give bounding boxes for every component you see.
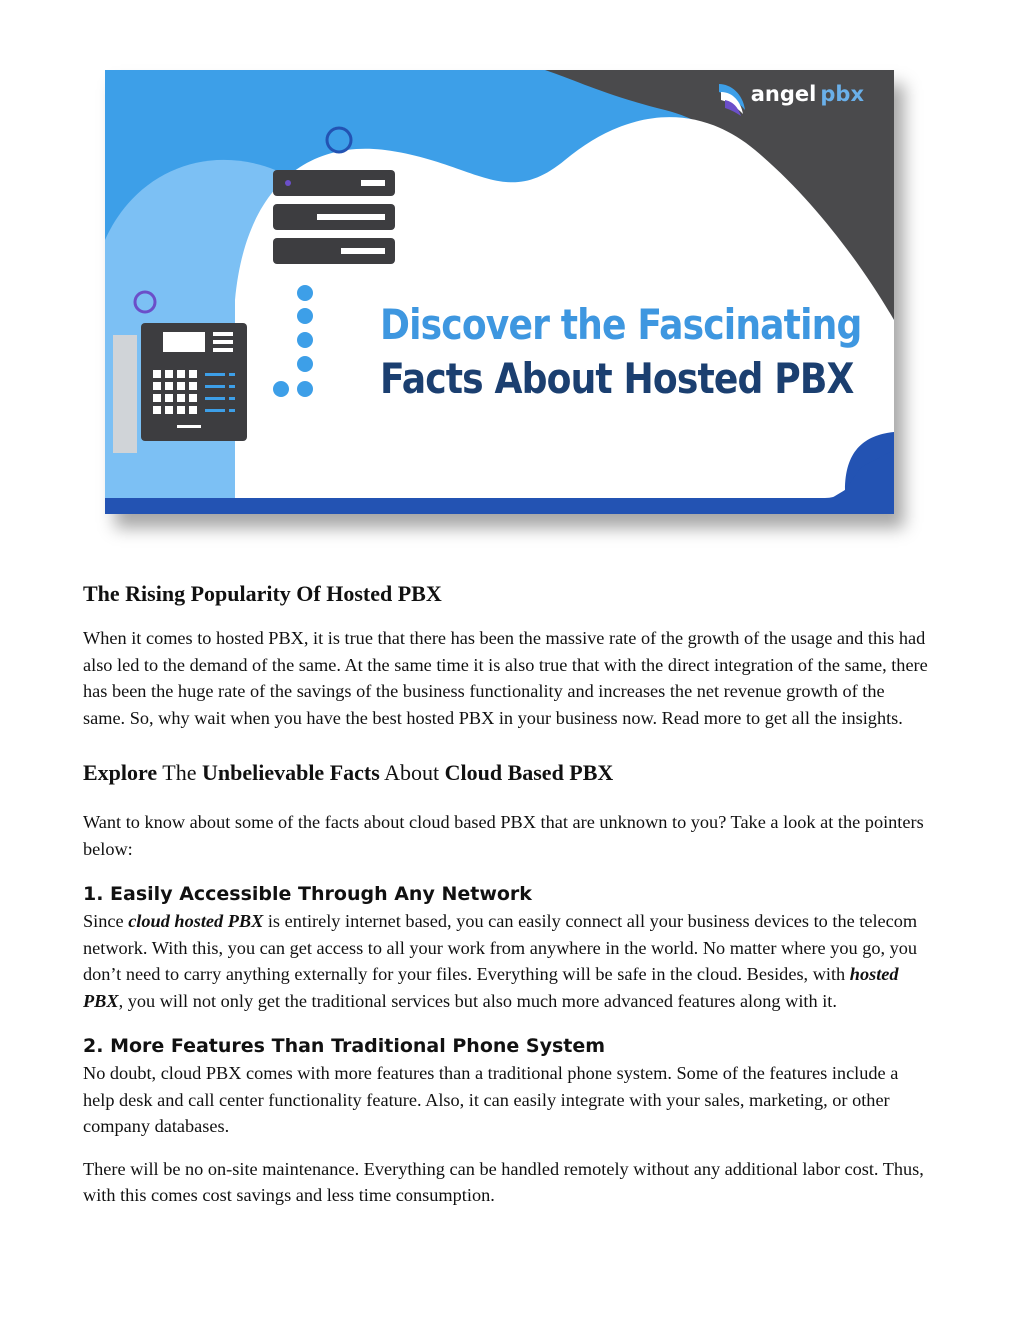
cloud-hosted-pbx-link[interactable]: cloud hosted PBX (128, 911, 264, 931)
point-2-title (83, 1032, 928, 1060)
banner-title-line-1: Discover the Fascinating (380, 300, 862, 349)
section-2-heading (83, 757, 928, 789)
point-2-title-traditional-phone-system: Traditional Phone System (331, 1035, 606, 1057)
point-1-text-2: is entirely internet based, you can easily connect all your business devices to the telecom network. With this, you can get access to all your work from anywhere in the world. No matter where you go, you don’t need to carry anything externally for your files. Everything will be safe in the cloud. Besides, with (83, 911, 918, 984)
hosted-pbx-link[interactable]: hosted PBX (83, 964, 899, 1011)
section-2-intro: Want to know about some of the facts about cloud based PBX that are unknown to you? Take a look at the pointers below: (83, 812, 924, 859)
angel-pbx-logo (751, 82, 864, 106)
section-1-heading: The Rising Popularity Of Hosted PBX (83, 581, 442, 606)
point-2-paragraph-2: There will be no on-site maintenance. Everything can be handled remotely without any additional labor cost. Thus, with this comes cost savings and less time consumption. (83, 1158, 924, 1205)
heading-word-about: About (379, 760, 445, 785)
server-icon (273, 170, 395, 264)
heading-word-unbelievable-facts: Unbelievable Facts (201, 760, 380, 785)
point-2-paragraph-1: No doubt, cloud PBX comes with more features than a traditional phone system. Some of the features include a help desk and call center functionality feature. Also, it can easily integrate with your sales, marketing, or other company databases. (83, 1063, 899, 1136)
logo-text-pbx: pbx (820, 82, 864, 106)
banner-title (380, 298, 861, 406)
point-1-text-1: Since (83, 911, 129, 931)
point-2-title-more-features: More Features (110, 1035, 265, 1057)
heading-word-explore: Explore (83, 760, 158, 785)
banner-illustration (105, 70, 894, 514)
point-2-title-than: Than (265, 1035, 332, 1057)
point-1-paragraph (83, 908, 928, 1014)
article-body (83, 578, 928, 1209)
point-1-title: 1. Easily Accessible Through Any Network (83, 883, 532, 905)
point-1-text-3: , you will not only get the traditional services but also much more advanced features along with it. (118, 990, 837, 1011)
desk-phone-icon (113, 323, 247, 453)
banner-title-line-2: Facts About Hosted PBX (380, 354, 854, 403)
section-1-paragraph: When it comes to hosted PBX, it is true that there has been the massive rate of the growth of the usage and this had also led to the demand of the same. At the same time it is also true that with the direct integration of the same, there has been the huge rate of the savings of the business functionality and increases the net revenue growth of the same. So, why wait when you have the best hosted PBX in your business now. Read more to get all the insights. (83, 628, 928, 728)
heading-word-cloud-based-pbx: Cloud Based PBX (444, 760, 614, 785)
hero-banner-image (105, 70, 894, 514)
point-2-number: 2. (83, 1035, 111, 1057)
logo-text-angel: angel (750, 82, 817, 106)
heading-word-the: The (157, 760, 202, 785)
